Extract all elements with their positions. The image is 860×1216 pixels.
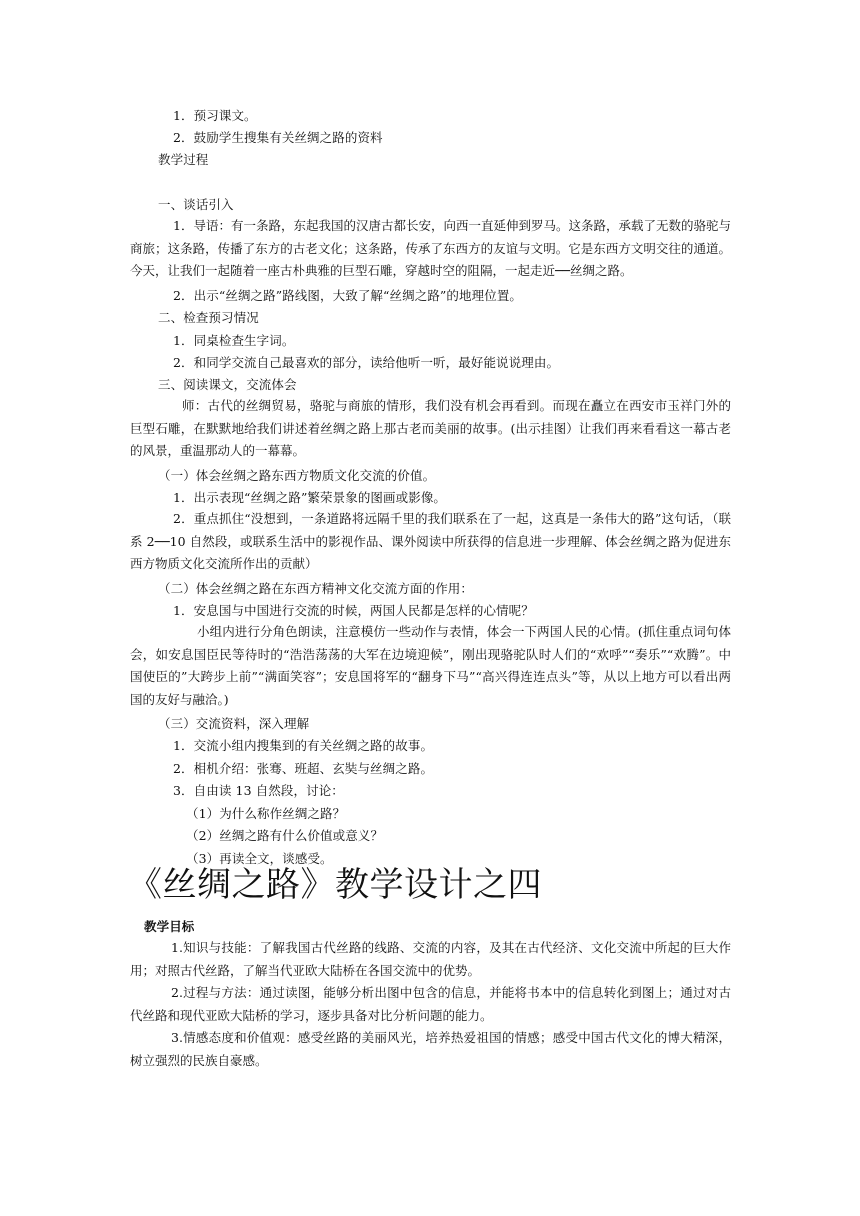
sub1-heading: （一）体会丝绸之路东西方物质文化交流的价值。 xyxy=(158,468,436,483)
sub3-item3: 3．自由读 13 自然段，讨论： xyxy=(173,783,344,798)
part1-heading: 一、谈话引入 xyxy=(158,197,234,212)
design4-title: 《丝绸之路》教学设计之四 xyxy=(128,865,542,905)
sub2-item1: 1．安息国与中国进行交流的时候，两国人民都是怎样的心情呢？ xyxy=(173,603,534,618)
sub1-item2: 2．重点抓住“没想到，一条道路将远隔千里的我们联系在了一起，这真是一条伟大的路”这句话，（联系 2──10 自然段，或联系生活中的影视作品、课外阅读中所获得的信息进一步理解、体会丝绸之路为促进东西方物质文化交流所作出的贡献） xyxy=(130,511,731,571)
part2-heading: 二、检查预习情况 xyxy=(158,310,259,325)
question-2: （2）丝绸之路有什么价值或意义？ xyxy=(186,828,384,843)
process-heading: 教学过程 xyxy=(158,152,209,167)
sub3-item2: 2．相机介绍：张骞、班超、玄奘与丝绸之路。 xyxy=(173,761,434,776)
question-1: （1）为什么称作丝绸之路？ xyxy=(186,806,346,821)
prep-item-2: 2．鼓励学生搜集有关丝绸之路的资料 xyxy=(173,130,383,145)
part3-heading: 三、阅读课文，交流体会 xyxy=(158,377,297,392)
part2-item2: 2．和同学交流自己最喜欢的部分，读给他听一听，最好能说说理由。 xyxy=(173,355,560,370)
goal-2: 2.过程与方法：通过读图，能够分析出图中包含的信息，并能将书本中的信息转化到图上；通过对古代丝路和现代亚欧大陆桥的学习，逐步具备对比分析问题的能力。 xyxy=(130,985,731,1023)
sub3-item1: 1．交流小组内搜集到的有关丝绸之路的故事。 xyxy=(173,738,434,753)
sub1-item1: 1．出示表现“丝绸之路”繁荣景象的图画或影像。 xyxy=(173,490,447,505)
sub3-heading: （三）交流资料，深入理解 xyxy=(158,716,310,731)
goal-3: 3.情感态度和价值观：感受丝路的美丽风光，培养热爱祖国的情感；感受中国古代文化的博大精深，树立强烈的民族自豪感。 xyxy=(130,1030,731,1068)
part1-item2: 2．出示“丝绸之路”路线图，大致了解“丝绸之路”的地理位置。 xyxy=(173,288,523,303)
sub2-group-paragraph: 小组内进行分角色朗读，注意模仿一些动作与表情，体会一下两国人民的心情。(抓住重点词句体会，如安息国臣民等待时的“浩浩荡荡的大军在边境迎候”，刚出现骆驼队时人们的“欢呼”“奏乐”“欢腾”。中国使臣的”大跨步上前”“满面笑容”；安息国将军的“翻身下马”“高兴得连连点头”等，从以上地方可以看出两国的友好与融洽。) xyxy=(130,624,731,707)
prep-item-1: 1．预习课文。 xyxy=(173,108,257,123)
part2-item1: 1．同桌检查生字词。 xyxy=(173,333,295,348)
question-3: （3）再读全文，谈感受。 xyxy=(186,851,333,866)
part1-item1: 1．导语：有一条路，东起我国的汉唐古都长安，向西一直延伸到罗马。这条路，承载了无数的骆驼与商旅；这条路，传播了东方的古老文化；这条路，传承了东西方的友谊与文明。它是东西方文明交往的通道。今天，让我们一起随着一座古朴典雅的巨型石雕，穿越时空的阻隔，一起走近──丝绸之路。 xyxy=(130,218,731,278)
goals-heading: 教学目标 xyxy=(144,919,195,934)
sub2-heading: （二）体会丝绸之路在东西方精神文化交流方面的作用： xyxy=(158,581,474,596)
teacher-paragraph: 师：古代的丝绸贸易，骆驼与商旅的情形，我们没有机会再看到。而现在矗立在西安市玉祥门外的巨型石雕，在默默地给我们讲述着丝绸之路上那古老而美丽的故事。(出示挂图）让我们再来看看这一幕古老的风景，重温那动人的一幕幕。 xyxy=(130,398,731,458)
goal-1: 1.知识与技能：了解我国古代丝路的线路、交流的内容，及其在古代经济、文化交流中所起的巨大作用；对照古代丝路，了解当代亚欧大陆桥在各国交流中的优势。 xyxy=(130,940,731,978)
